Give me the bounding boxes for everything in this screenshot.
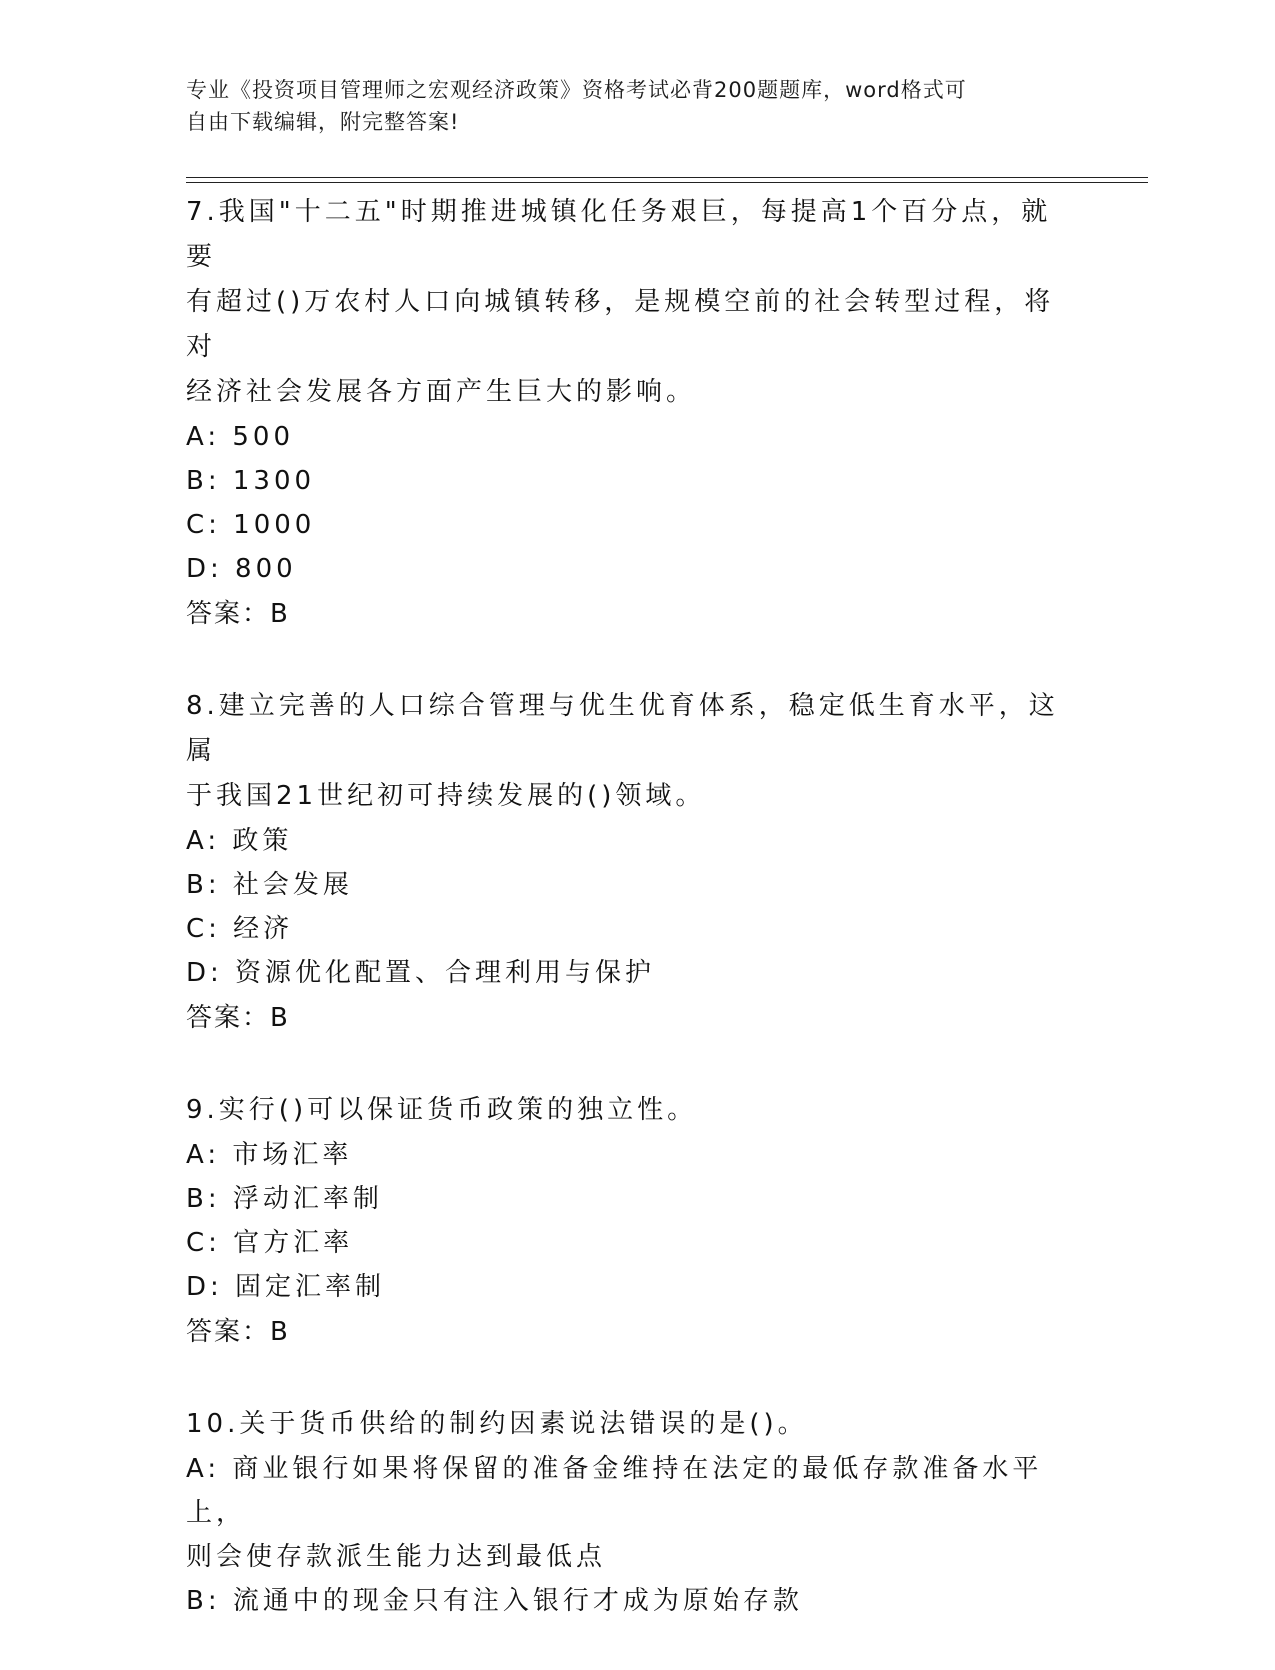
option-c: C: 官方汇率 xyxy=(186,1228,354,1258)
header-line-1: 专业《投资项目管理师之宏观经济政策》资格考试必背200题题库，word格式可 xyxy=(186,78,967,102)
option-a-continued: 则会使存款派生能力达到最低点 xyxy=(186,1542,607,1572)
question-stem-line: 经济社会发展各方面产生巨大的影响。 xyxy=(186,377,697,407)
question-stem-line: 于我国21世纪初可持续发展的()领域。 xyxy=(186,781,706,811)
option-d: D: 800 xyxy=(186,554,297,584)
answer-line: 答案：B xyxy=(186,1003,290,1033)
answer-line: 答案：B xyxy=(186,599,290,629)
header-divider-top xyxy=(186,177,1148,178)
question-stem-line: 9.实行()可以保证货币政策的独立性。 xyxy=(186,1095,698,1125)
option-a: A: 市场汇率 xyxy=(186,1140,353,1170)
question-7 xyxy=(186,190,1066,637)
document-header xyxy=(186,74,1066,138)
option-b: B: 流通中的现金只有注入银行才成为原始存款 xyxy=(186,1586,803,1616)
question-stem-line: 10.关于货币供给的制约因素说法错误的是()。 xyxy=(186,1409,808,1439)
option-a: A: 500 xyxy=(186,422,294,452)
option-b: B: 1300 xyxy=(186,466,316,496)
question-list xyxy=(186,190,1066,1670)
question-stem-line: 7.我国"十二五"时期推进城镇化任务艰巨，每提高1个百分点，就要 xyxy=(186,197,1052,272)
option-b: B: 浮动汇率制 xyxy=(186,1184,383,1214)
question-9 xyxy=(186,1088,1066,1355)
option-d: D: 资源优化配置、合理利用与保护 xyxy=(186,958,656,988)
option-a: A: 政策 xyxy=(186,826,293,856)
option-b: B: 社会发展 xyxy=(186,870,353,900)
question-10 xyxy=(186,1402,1066,1623)
answer-line: 答案：B xyxy=(186,1317,290,1347)
question-8 xyxy=(186,684,1066,1041)
header-line-2: 自由下载编辑，附完整答案! xyxy=(186,110,460,134)
option-c: C: 经济 xyxy=(186,914,294,944)
question-stem-line: 有超过()万农村人口向城镇转移，是规模空前的社会转型过程，将对 xyxy=(186,287,1055,362)
option-a: A: 商业银行如果将保留的准备金维持在法定的最低存款准备水平上， xyxy=(186,1454,1043,1528)
option-d: D: 固定汇率制 xyxy=(186,1272,386,1302)
option-c: C: 1000 xyxy=(186,510,316,540)
question-stem-line: 8.建立完善的人口综合管理与优生优育体系，稳定低生育水平，这属 xyxy=(186,691,1059,766)
header-divider-bottom xyxy=(186,182,1148,183)
